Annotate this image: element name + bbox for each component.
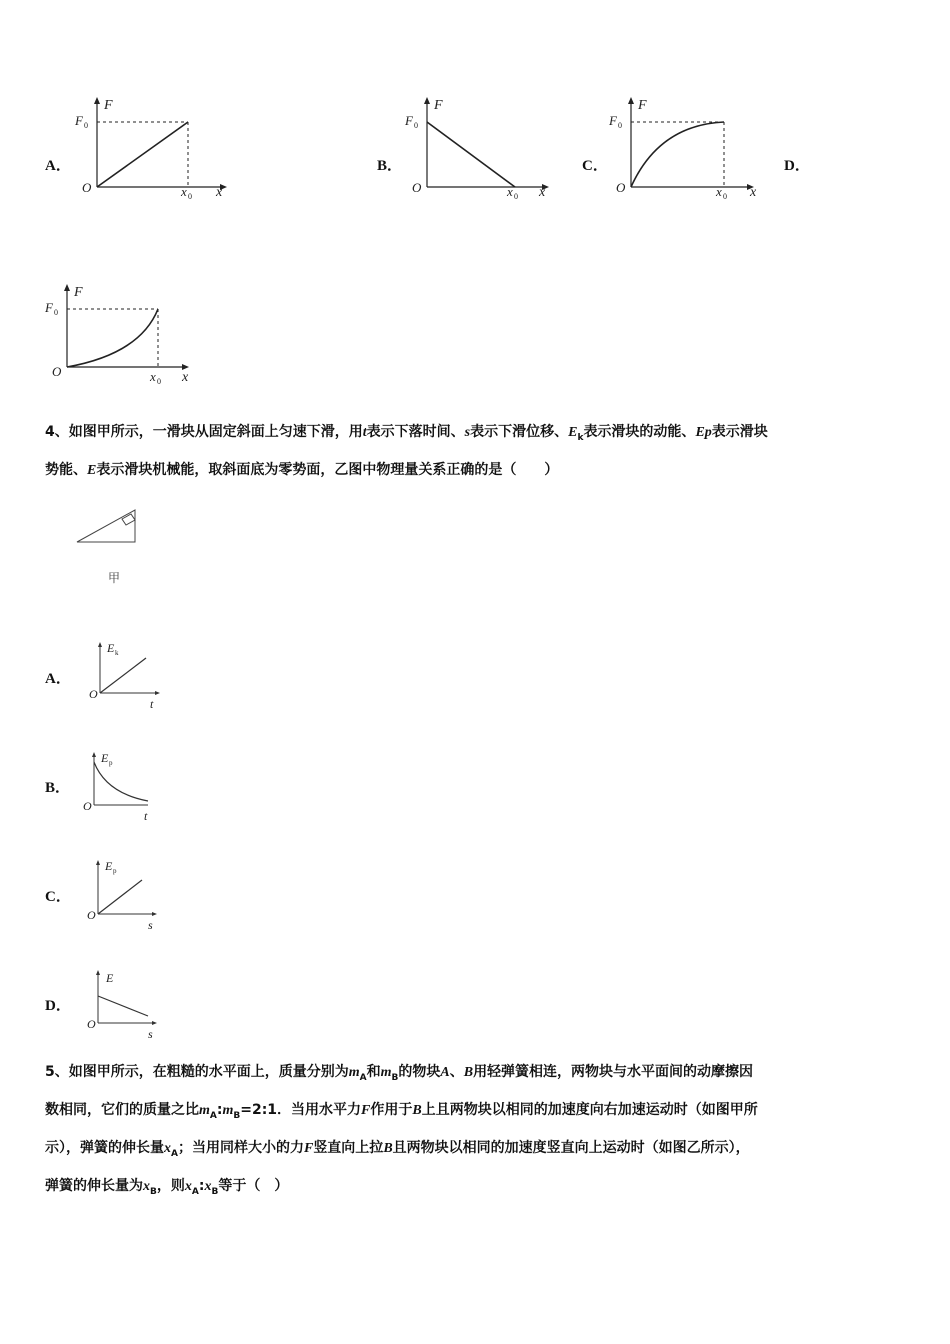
- q4-option-c-label[interactable]: C．: [45, 889, 71, 905]
- option-a-label[interactable]: A．: [45, 158, 71, 174]
- svg-text:E: E: [101, 751, 109, 765]
- svg-text:O: O: [87, 908, 96, 922]
- svg-text:0: 0: [414, 121, 418, 130]
- svg-text:F: F: [638, 98, 647, 113]
- svg-text:F: F: [45, 300, 53, 315]
- graph-d-concave-up: [40, 282, 210, 392]
- question-5-line-2: 数相同，它们的质量之比$m_A:m_B=2:1$．当用水平力F作用于B上且两物块以相同的加速度向右加速运动时（如图甲所: [45, 1102, 758, 1121]
- svg-text:0: 0: [723, 192, 727, 201]
- svg-text:O: O: [82, 180, 92, 195]
- svg-text:x: x: [150, 369, 156, 384]
- svg-text:x: x: [539, 185, 546, 200]
- graph-a-linear-increase: [70, 95, 240, 205]
- svg-text:F: F: [609, 113, 617, 128]
- svg-text:0: 0: [514, 192, 518, 201]
- svg-text:k: k: [115, 649, 119, 657]
- q4-option-d-label[interactable]: D．: [45, 998, 71, 1014]
- svg-text:t: t: [144, 809, 148, 823]
- option-d-label[interactable]: D．: [784, 158, 810, 174]
- svg-text:s: s: [148, 918, 153, 932]
- q4-graph-a: [80, 638, 170, 713]
- svg-text:x: x: [182, 370, 189, 385]
- svg-text:p: p: [113, 867, 117, 875]
- svg-text:0: 0: [54, 308, 58, 317]
- option-b-label[interactable]: B．: [377, 158, 403, 174]
- svg-text:p: p: [109, 759, 113, 767]
- svg-text:F: F: [75, 113, 83, 128]
- q4-graph-b: [78, 748, 168, 823]
- svg-text:O: O: [87, 1017, 96, 1031]
- svg-text:O: O: [412, 180, 422, 195]
- svg-text:x: x: [507, 184, 513, 199]
- question-4-line-2: 势能、E表示滑块机械能，取斜面底为零势面，乙图中物理量关系正确的是（ ）: [45, 462, 559, 478]
- svg-text:0: 0: [157, 377, 161, 386]
- svg-text:E: E: [105, 859, 113, 873]
- svg-text:O: O: [89, 687, 98, 701]
- svg-text:O: O: [83, 799, 92, 813]
- svg-text:x: x: [216, 185, 223, 200]
- q4-graph-c: [80, 856, 170, 936]
- svg-text:E: E: [106, 971, 114, 985]
- svg-text:F: F: [104, 98, 113, 113]
- svg-text:0: 0: [188, 192, 192, 201]
- svg-text:x: x: [716, 184, 722, 199]
- svg-text:O: O: [52, 364, 62, 379]
- svg-text:F: F: [434, 98, 443, 113]
- svg-text:E: E: [107, 641, 115, 655]
- question-5-line-4: 弹簧的伸长量为$x_B$，则$x_A:x_B$等于（ ）: [45, 1178, 289, 1197]
- svg-text:x: x: [750, 185, 757, 200]
- svg-text:x: x: [181, 184, 187, 199]
- q4-option-b-label[interactable]: B．: [45, 780, 71, 796]
- svg-text:F: F: [405, 113, 413, 128]
- q4-graph-d: [80, 966, 170, 1041]
- svg-text:t: t: [150, 697, 154, 711]
- figure-caption: 甲: [108, 571, 121, 585]
- option-c-label[interactable]: C．: [582, 158, 608, 174]
- svg-text:s: s: [148, 1027, 153, 1041]
- question-5-line-3: 示），弹簧的伸长量$x_A$；当用同样大小的力F竖直向上拉B且两物块以相同的加速度竖直向上运动时（如图乙所示），: [45, 1140, 750, 1159]
- incline-figure: [70, 505, 150, 550]
- q4-option-a-label[interactable]: A．: [45, 671, 71, 687]
- question-4-line-1: 4、如图甲所示，一滑块从固定斜面上匀速下滑，用t表示下落时间、s表示下滑位移、$E_k$表示滑块的动能、Ep表示滑块: [45, 424, 768, 443]
- svg-text:O: O: [616, 180, 626, 195]
- svg-text:F: F: [74, 285, 83, 300]
- question-5-line-1: 5、如图甲所示，在粗糙的水平面上，质量分别为$m_A$和$m_B$的物块A、B用轻弹簧相连，两物块与水平面间的动摩擦因: [45, 1064, 754, 1083]
- svg-text:0: 0: [84, 121, 88, 130]
- graph-c-concave-down: [604, 95, 774, 205]
- svg-text:0: 0: [618, 121, 622, 130]
- graph-b-linear-decrease: [400, 95, 570, 205]
